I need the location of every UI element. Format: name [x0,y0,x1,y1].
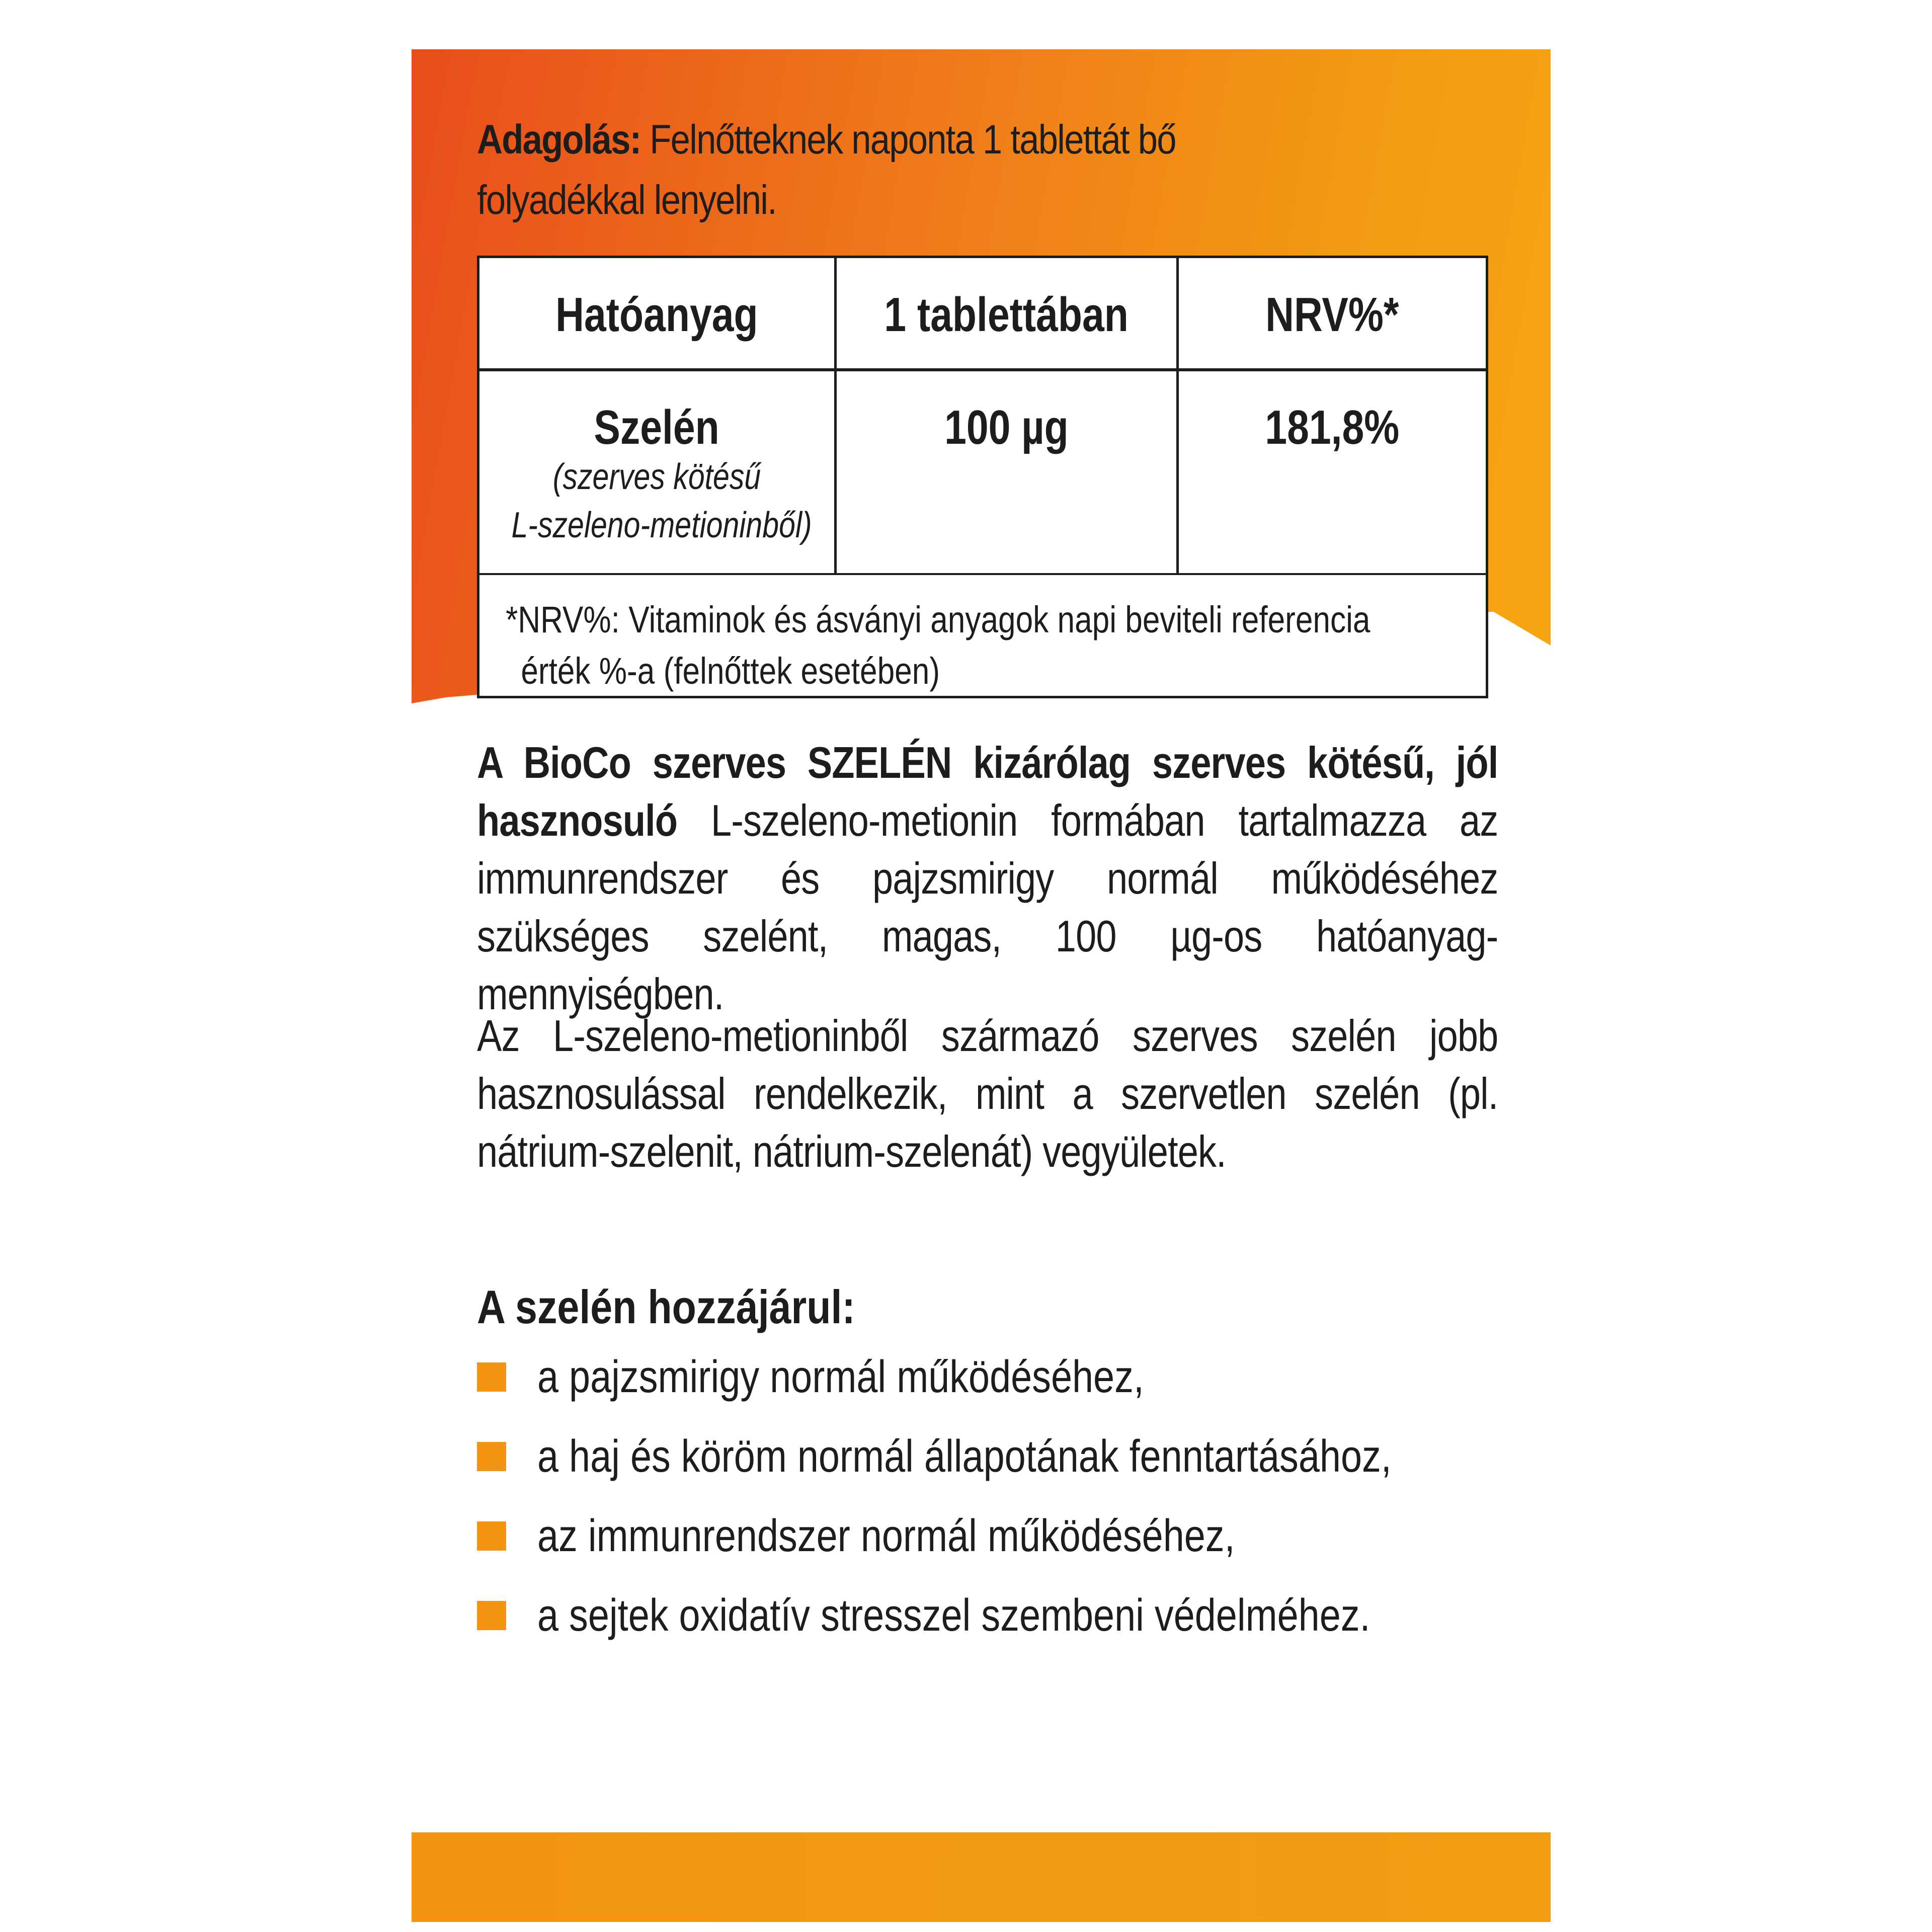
square-bullet-icon [477,1601,506,1630]
product-label-panel [412,49,1551,1922]
dosage-line2: folyadékkal lenyelni. [477,177,777,223]
paragraph2-text: Az L-szeleno-metioninből származó szerves szelén jobb hasznosulással rendelkezik, mint a szervetlen szelén (pl. nátrium-szelenit, nátrium-szelenát) vegyületek. [477,1011,1498,1176]
dosage-text [477,110,1472,230]
ingredient-note-1: (szerves kötésű [552,457,761,497]
dosage-label: Adagolás: [477,117,641,163]
header-cell-ingredient: Hatóanyag [479,258,837,368]
list-item: az immunrendszer normál működéséhez, [477,1496,1508,1576]
footnote-line-1: *NRV%: Vitaminok és ásványi anyagok napi beviteli referencia [506,599,1371,640]
ingredient-note-2: L-szeleno-metioninből) [511,505,812,545]
table-row [479,371,1486,575]
list-item: a haj és köröm normál állapotának fenntartásához, [477,1417,1508,1496]
benefits-title: A szelén hozzájárul: [477,1280,855,1333]
amount-value: 100 µg [944,400,1069,454]
square-bullet-icon [477,1442,506,1471]
cell-ingredient [479,371,837,573]
bottom-orange-band [412,1832,1551,1922]
nrv-value: 181,8% [1265,400,1400,454]
dosage-line1: Felnőtteknek naponta 1 tablettát bő [640,117,1176,163]
ingredient-name: Szelén [594,400,720,454]
table-footnote [479,575,1478,697]
square-bullet-icon [477,1521,506,1551]
list-item: a sejtek oxidatív stresszel szembeni védelméhez. [477,1576,1508,1655]
benefits-section [477,1277,1508,1655]
square-bullet-icon [477,1362,506,1392]
list-item: a pajzsmirigy normál működéséhez, [477,1337,1508,1417]
header-cell-amount: 1 tablettában [837,258,1179,368]
table-header-row [479,258,1486,371]
paragraph1-rest: L-szeleno-metionin formában tartalmazza az immunrendszer és pajzsmirigy normál működéséhez szükséges szelént, magas, 100 µg-os hatóanyag-mennyiségben. [477,795,1498,1019]
description-paragraph-1 [477,734,1498,1023]
cell-nrv [1179,371,1486,573]
nutrition-table [477,256,1488,698]
paragraph1-bold: A BioCo szerves SZELÉN kizárólag szerves kötésű, jól hasznosuló [477,738,1498,845]
description-paragraph-2 [477,1007,1498,1180]
header-cell-nrv: NRV%* [1265,288,1399,342]
footnote-line-2: érték %-a (felnőttek esetében) [521,650,940,692]
cell-amount [837,371,1179,573]
